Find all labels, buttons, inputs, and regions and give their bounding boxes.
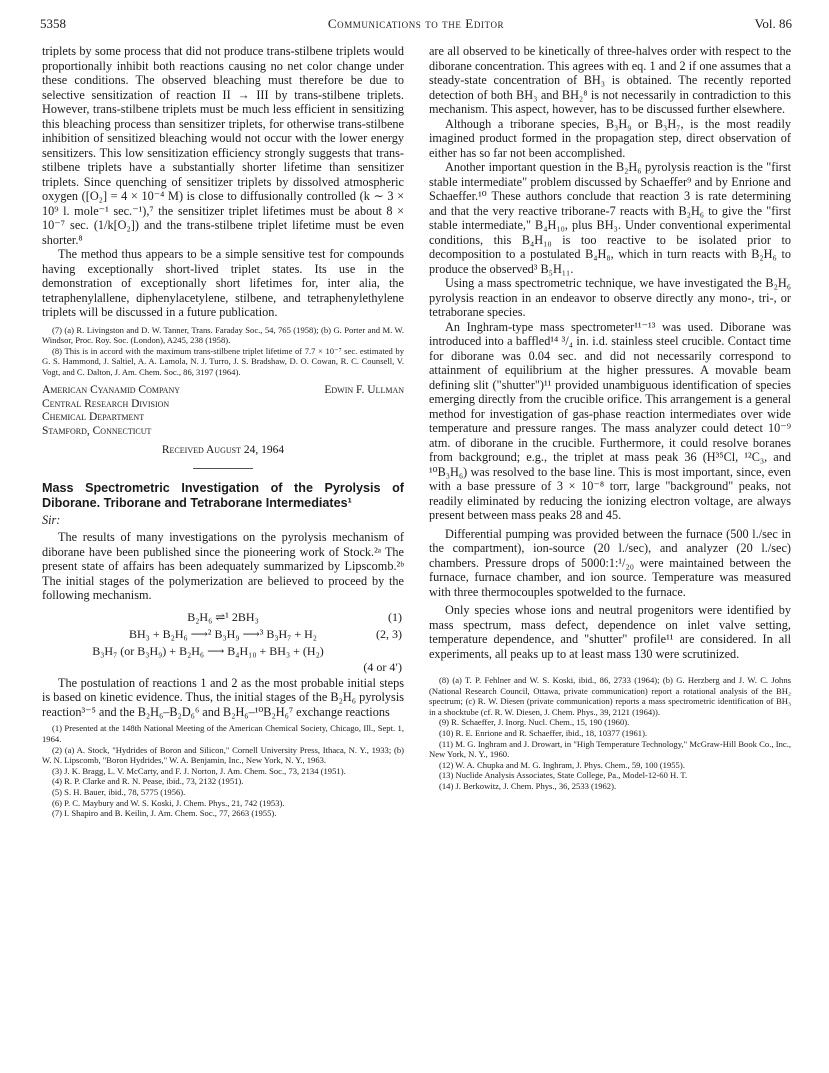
author-name: Edwin F. Ullman <box>324 384 404 397</box>
equation-number: (4 or 4′) <box>363 659 402 674</box>
footnote: (7) I. Shapiro and B. Keilin, J. Am. Chem. Soc., 77, 2663 (1955). <box>52 808 277 819</box>
paragraph: Differential pumping was provided between the furnace (500 l./sec in the compartment), ion-source (20 l./sec), and analyzer (20 l./sec) chambers. Pressure drops of 5000:1:¹/₂₀ were maintained between the furnace, furnace chamber, and ion source. Temperature was measured with three thermocouples spotwelded to the furnace. <box>429 526 791 599</box>
salutation: Sir: <box>42 512 61 527</box>
footnote: (12) W. A. Chupka and M. G. Inghram, J. Phys. Chem., 59, 100 (1955). <box>439 759 685 770</box>
paragraph: triplets by some process that did not produce trans-stilbene triplets would proportionally inhibit both reactions causing no net color change under these conditions. The observed bleaching must therefore be due to selective sensitization of reaction II → III by trans-stilbene triplets. However, trans-stilbene triplets must be much less efficient in sensitizing this bleaching process than sensitizer triplets, for otherwise trans-stilbene inhibition of sensitized bleaching would not occur with the lower energy sensitizers. This low sensitization efficiency strongly suggests that trans-stilbene triplets have a substantially shorter lifetime than sensitizer triplets. Since quenching of sensitizer triplets by dissolved atmospheric oxygen ([O₂] = 4 × 10⁻⁴ M) is close to diffusionally controlled (k ∼ 3 × 10⁹ l. mole⁻¹ sec.⁻¹),⁷ the sensitizer triplet lifetimes must be about 8 × 10⁻⁷ sec. (1/k[O₂]) and the trans-stilbene triplet lifetime must be even shorter.⁸ <box>42 44 404 247</box>
left-column <box>42 44 404 819</box>
footnote: (7) (a) R. Livingston and D. W. Tanner, Trans. Faraday Soc., 54, 765 (1958); (b) G. Porter and M. W. Windsor, Proc. Roy. Soc. (London), A245, 238 (1958). <box>42 324 404 346</box>
divider <box>193 468 253 469</box>
footnote: (11) M. G. Inghram and J. Drowart, in "High Temperature Technology," McGraw-Hill Book Co., Inc., New York, N. Y., 1960. <box>429 738 791 760</box>
footnote: (10) R. E. Enrione and R. Schaeffer, ibid., 18, 10377 (1961). <box>439 727 648 738</box>
footnote: (5) S. H. Bauer, ibid., 78, 5775 (1956). <box>52 787 186 798</box>
equation-formula: BH₃ + B₂H₆ ⟶² B₃H₉ ⟶³ B₃H₇ + H₂ <box>129 626 317 641</box>
equation-2 <box>42 626 404 643</box>
affiliation-line: American Cyanamid Company <box>42 384 181 397</box>
footnote: (13) Nuclide Analysis Associates, State College, Pa., Model-12-60 H. T. <box>439 770 688 781</box>
paragraph: Although a triborane species, B₃H₉ or B₃H₇, is the most readily imagined product formed in the propagation step, direct observation of either has so far not been accomplished. <box>429 116 791 160</box>
equation-formula: B₃H₇ (or B₃H₉) + B₂H₆ ⟶ B₄H₁₀ + BH₃ + (H₂) <box>92 643 324 658</box>
footnotes-bottom <box>42 723 404 818</box>
equation-number: (2, 3) <box>376 626 402 641</box>
volume-label: Vol. 86 <box>754 16 792 31</box>
paragraph: The method thus appears to be a simple sensitive test for compounds having exceptionally short-lived triplet states. Its use in the demonstration of exceptionally short lifetimes for, inter alia, the tetraphenylallene, diphenylacetylene, stilbene, and tetraphenylethylene triplets will be discussed in a future publication. <box>42 247 404 319</box>
footnotes-right <box>429 675 791 792</box>
page-number: 5358 <box>40 16 66 31</box>
paragraph: are all observed to be kinetically of three-halves order with respect to the diborane concentration. This agrees with eq. 1 and 2 if one assumes that a steady-state concentration of BH₃ is obtained. The recently reported detection of both BH₃ and BH₂⁸ is not necessarily in contradiction to this mechanism. This aspect, however, has to be discussed further elsewhere. <box>429 44 791 116</box>
equation-number: (1) <box>388 609 402 624</box>
paragraph: The results of many investigations on the pyrolysis mechanism of diborane have been published since the pioneering work of Stock.²ᵃ The present state of affairs has been adequately summarized by Lipscomb.²ᵇ The initial stages of the polymerization are believed to proceed by the following mechanism. <box>42 530 404 603</box>
footnote: (8) This is in accord with the maximum trans-stilbene triplet lifetime of 7.7 × 10⁻⁷ sec. estimated by G. S. Hammond, J. Saltiel, A. A. Lamola, N. J. Turro, J. S. Bradshaw, D. O. Cowan, R. C. Counsell, V. Vogt, and C. Dalton, J. Am. Chem. Soc., 86, 3197 (1964). <box>42 345 404 377</box>
footnote: (1) Presented at the 148th National Meeting of the American Chemical Society, Chicago, Ill., Sept. 1, 1964. <box>42 723 404 745</box>
footnote: (6) P. C. Maybury and W. S. Koski, J. Chem. Phys., 21, 742 (1953). <box>52 797 285 808</box>
affiliation-line: Central Research Division <box>42 397 170 410</box>
paragraph: Using a mass spectrometric technique, we have investigated the B₂H₆ pyrolysis reaction in an endeavor to observe directly any mono-, tri-, or tetraborane species. <box>429 276 791 319</box>
equation-3 <box>42 643 404 660</box>
running-title: Communications to the Editor <box>327 16 505 31</box>
footnote: (4) R. P. Clarke and R. N. Pease, ibid., 73, 2132 (1951). <box>52 776 244 787</box>
article-title: Mass Spectrometric Investigation of the Pyrolysis of Diborane. Triborane and Tetraborane Intermediates¹ <box>42 480 404 510</box>
affiliation-line: Stamford, Connecticut <box>42 424 152 437</box>
equation-1 <box>42 609 404 626</box>
footnote: (3) J. K. Bragg, L. V. McCarty, and F. J. Norton, J. Am. Chem. Soc., 73, 2134 (1951). <box>52 765 346 776</box>
footnote: (2) (a) A. Stock, "Hydrides of Boron and Silicon," Cornell University Press, Ithaca, N. Y., 1933; (b) W. N. Lipscomb, "Boron Hydrides," W. A. Benjamin, Inc., New York, N. Y., 1963. <box>42 744 404 766</box>
paragraph: The postulation of reactions 1 and 2 as the most probable initial steps is based on kinetic evidence. Thus, the initial stages of the B₂H₆ pyrolysis reaction³⁻⁵ and the B₂H₆–B₂D₆⁶ and B₂H₆–¹⁰B₂H₆⁷ exchange reactions <box>42 675 404 719</box>
footnote: (8) (a) T. P. Fehlner and W. S. Koski, ibid., 86, 2733 (1964); (b) G. Herzberg and J. W. C. Johns (National Research Council, Ottawa, private communication) report a rotational analysis of the BH₂ spectrum; (c) R. W. Diesen (private communication) reports a mass spectrometric identification of BH₃ in a shocktube (cf. R. W. Diesen, J. Chem. Phys., 39, 2121 (1964)). <box>429 675 791 717</box>
footnote: (9) R. Schaeffer, J. Inorg. Nucl. Chem., 15, 190 (1960). <box>439 717 630 728</box>
page-header <box>40 16 792 36</box>
footnotes-top <box>42 325 404 378</box>
affiliation-line: Chemical Department <box>42 411 145 424</box>
author-affiliation <box>42 384 404 438</box>
paragraph: An Inghram-type mass spectrometer¹¹⁻¹³ was used. Diborane was introduced into a baffled¹⁴ ³/₄ in. i.d. stainless steel crucible. Contact time for diborane was 0.04 sec. and did not necessarily correspond to attainment of equilibrium at the higher pressures. A movable beam defining slit ("shutter")¹¹ provided unambiguous identification of species emerging directly from the crucible orifice. This arrangement is a general method for investigation of gas-phase reaction intermediates over wide temperature and pressure ranges. The mass analyzer could detect 10⁻⁹ atm. of diborane in the crucible. Furthermore, it could resolve boranes from background; e.g., the triplet at mass peak 36 (H³⁵Cl, ¹²C₃, and ¹⁰B₃H₆) was resolved to the base line. This is most important, since, even with a base pressure of 3 × 10⁻⁸ torr, large "background" peaks, not readily eliminated by reducing the ionizing electron voltage, are always present between mass peaks 28 and 45. <box>429 319 791 522</box>
paragraph: Another important question in the B₂H₆ pyrolysis reaction is the "first stable intermediate" problem discussed by Schaeffer⁹ and by Enrione and Schaeffer.¹⁰ These authors conclude that reaction 3 is rate determining and that the very reactive triborane-7 reacts with B₂H₆ to give the "first stable intermediate," B₄H₁₀, plus BH₃. Under conventional experimental conditions, this B₄H₁₀ is too reactive to be isolated prior to decomposition to a postulated B₄H₈, which in turn reacts with B₂H₆ to produce the observed³ B₅H₁₁. <box>429 160 791 276</box>
equation-formula: B₂H₆ ⇌¹ 2BH₃ <box>187 609 259 624</box>
received-date: Received August 24, 1964 <box>161 444 285 457</box>
paragraph: Only species whose ions and neutral progenitors were identified by mass spectrum, mass defect, dependence on inlet valve setting, temperature dependence, and "shutter" profile¹¹ are considered. In all experiments, all peaks up to at least mass 130 were scrutinized. <box>429 603 791 661</box>
right-column <box>429 44 791 792</box>
footnote: (14) J. Berkowitz, J. Chem. Phys., 36, 2533 (1962). <box>439 780 617 791</box>
